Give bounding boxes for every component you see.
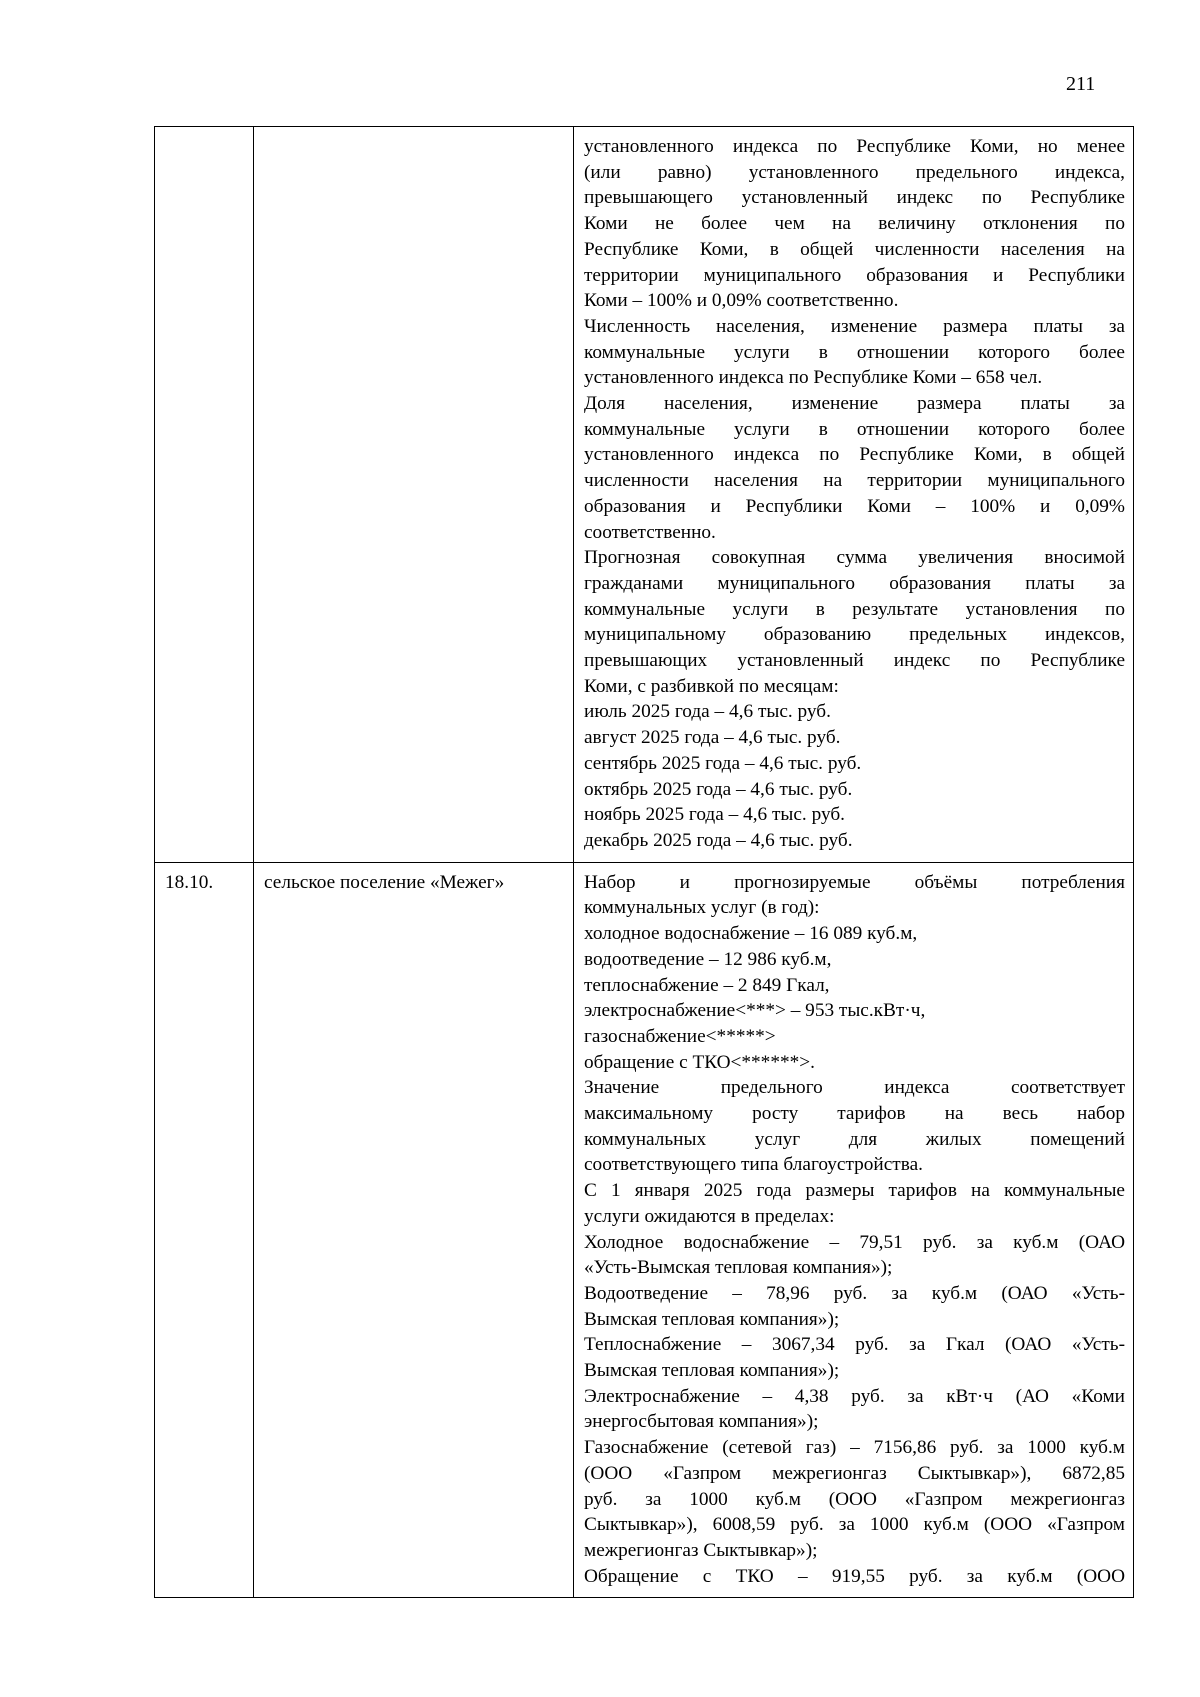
text-line: соответственно. xyxy=(584,521,716,543)
table-row xyxy=(155,127,1134,863)
text-line: коммунальных услуг для жилых помещений xyxy=(584,1128,1125,1150)
text-line: энергосбытовая компания»); xyxy=(584,1411,819,1433)
text-line: июль 2025 года – 4,6 тыс. руб. xyxy=(584,701,831,723)
text-line: Численность населения, изменение размера платы за xyxy=(584,315,1125,337)
text-line: коммунальные услуги в отношении которого более xyxy=(584,418,1125,440)
text-line: водоотведение – 12 986 куб.м, xyxy=(584,948,832,970)
description-cell xyxy=(574,127,1134,863)
settlement-name-cell xyxy=(254,127,574,863)
text-line: Водоотведение – 78,96 руб. за куб.м (ОАО «Усть- xyxy=(584,1282,1125,1304)
text-line: Набор и прогнозируемые объёмы потребления xyxy=(584,871,1125,893)
text-line: сентябрь 2025 года – 4,6 тыс. руб. xyxy=(584,752,862,774)
text-line: образования и Республики Коми – 100% и 0,09% xyxy=(584,495,1125,517)
text-line: август 2025 года – 4,6 тыс. руб. xyxy=(584,727,841,749)
text-line: коммунальные услуги в результате установления по xyxy=(584,598,1125,620)
text-line: услуги ожидаются в пределах: xyxy=(584,1205,835,1227)
text-line: коммунальных услуг (в год): xyxy=(584,897,820,919)
text-line: коммунальные услуги в отношении которого более xyxy=(584,341,1125,363)
text-line: соответствующего типа благоустройства. xyxy=(584,1154,923,1176)
text-line: (или равно) установленного предельного индекса, xyxy=(584,161,1125,183)
text-line: численности населения на территории муниципального xyxy=(584,470,1125,492)
description-lines xyxy=(584,134,1125,854)
text-line: Газоснабжение (сетевой газ) – 7156,86 руб. за 1000 куб.м xyxy=(584,1437,1125,1459)
text-line: гражданами муниципального образования платы за xyxy=(584,572,1125,594)
text-line: Коми, с разбивкой по месяцам: xyxy=(584,675,839,697)
text-line: муниципальному образованию предельных индексов, xyxy=(584,624,1125,646)
text-line: Теплоснабжение – 3067,34 руб. за Гкал (ОАО «Усть- xyxy=(584,1334,1125,1356)
text-line: территории муниципального образования и Республики xyxy=(584,264,1125,286)
tariff-table xyxy=(154,126,1134,1598)
text-line: октябрь 2025 года – 4,6 тыс. руб. xyxy=(584,778,853,800)
table-row xyxy=(155,862,1134,1598)
text-line: Коми – 100% и 0,09% соответственно. xyxy=(584,290,899,312)
text-line: Сыктывкар»), 6008,59 руб. за 1000 куб.м (ООО «Газпром xyxy=(584,1514,1125,1536)
text-line: превышающего установленный индекс по Республике xyxy=(584,187,1125,209)
text-line: Коми не более чем на величину отклонения по xyxy=(584,213,1125,235)
text-line: теплоснабжение – 2 849 Гкал, xyxy=(584,974,830,996)
text-line: «Усть-Вымская тепловая компания»); xyxy=(584,1257,893,1279)
description-cell xyxy=(574,862,1134,1598)
text-line: ноябрь 2025 года – 4,6 тыс. руб. xyxy=(584,804,845,826)
text-line: Вымская тепловая компания»); xyxy=(584,1360,840,1382)
text-line: газоснабжение<*****> xyxy=(584,1025,776,1047)
text-line: установленного индекса по Республике Коми, но менее xyxy=(584,136,1125,157)
page-number: 211 xyxy=(1066,73,1096,95)
text-line: холодное водоснабжение – 16 089 куб.м, xyxy=(584,923,918,945)
text-line: декабрь 2025 года – 4,6 тыс. руб. xyxy=(584,829,853,851)
text-line: Обращение с ТКО – 919,55 руб. за куб.м (ООО xyxy=(584,1565,1125,1587)
row-number-cell xyxy=(155,127,254,863)
text-line: С 1 января 2025 года размеры тарифов на коммунальные xyxy=(584,1180,1125,1202)
row-number-cell: 18.10. xyxy=(155,862,254,1598)
text-line: Значение предельного индекса соответствует xyxy=(584,1077,1125,1099)
settlement-name-cell: сельское поселение «Межег» xyxy=(254,862,574,1598)
text-line: (ООО «Газпром межрегионгаз Сыктывкар»), 6872,85 xyxy=(584,1462,1125,1484)
description-lines xyxy=(584,870,1125,1590)
text-line: руб. за 1000 куб.м (ООО «Газпром межрегионгаз xyxy=(584,1488,1125,1510)
table-body xyxy=(155,127,1134,1598)
text-line: Холодное водоснабжение – 79,51 руб. за куб.м (ОАО xyxy=(584,1231,1125,1253)
text-line: максимальному росту тарифов на весь набор xyxy=(584,1103,1125,1125)
text-line: Республике Коми, в общей численности населения на xyxy=(584,238,1125,260)
text-line: превышающих установленный индекс по Республике xyxy=(584,650,1125,672)
text-line: установленного индекса по Республике Коми – 658 чел. xyxy=(584,367,1043,389)
text-line: установленного индекса по Республике Коми, в общей xyxy=(584,444,1125,466)
text-line: межрегионгаз Сыктывкар»); xyxy=(584,1539,818,1561)
text-line: электроснабжение<***> – 953 тыс.кВт·ч, xyxy=(584,1000,926,1022)
text-line: Доля населения, изменение размера платы за xyxy=(584,393,1125,415)
text-line: обращение с ТКО<******>. xyxy=(584,1051,815,1073)
text-line: Электроснабжение – 4,38 руб. за кВт·ч (АО «Коми xyxy=(584,1385,1125,1407)
text-line: Вымская тепловая компания»); xyxy=(584,1308,840,1330)
text-line: Прогнозная совокупная сумма увеличения вносимой xyxy=(584,547,1125,569)
